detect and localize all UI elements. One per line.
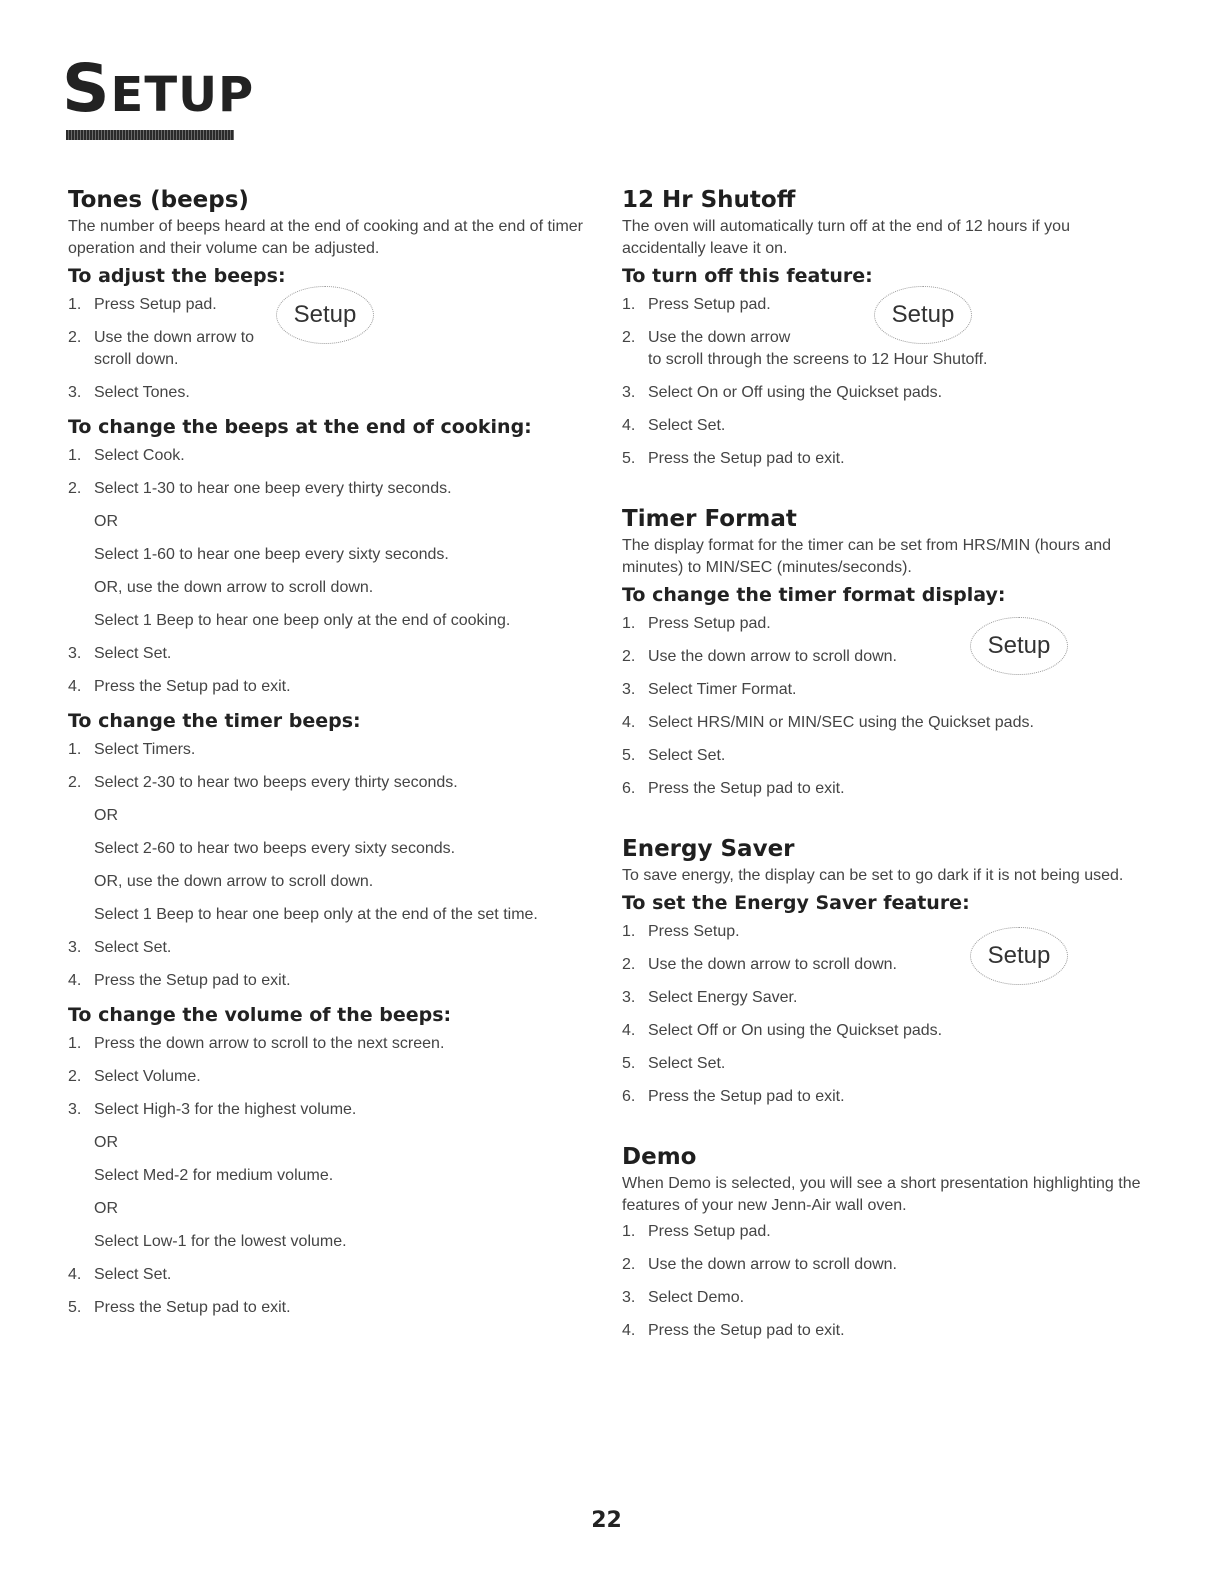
step-text: Select High-3 for the highest volume. [94, 1101, 357, 1118]
step-number: 3. [68, 645, 82, 662]
end-cooking-heading: To change the beeps at the end of cooking: [68, 416, 532, 438]
step-text: Select Cook. [94, 447, 185, 464]
or-note: OR [94, 807, 118, 824]
tones-title: Tones (beeps) [68, 187, 249, 213]
alt-note: Select 1 Beep to hear one beep only at the end of cooking. [94, 612, 511, 629]
step-text: Press the Setup pad to exit. [648, 780, 845, 797]
step [622, 745, 1142, 767]
step [622, 921, 1142, 943]
shutoff-steps [622, 294, 1142, 470]
step [622, 778, 1142, 800]
step-number: 2. [68, 1068, 82, 1085]
step [622, 448, 1142, 470]
step-number: 6. [622, 1088, 636, 1105]
adjust-beeps-steps [68, 294, 588, 404]
step-text: Select Set. [648, 747, 726, 764]
page-number: 22 [591, 1508, 622, 1533]
step-text: Select Volume. [94, 1068, 201, 1085]
setup-pad-icon: Setup [970, 927, 1068, 985]
step-text: Use the down arrow to scroll down. [94, 329, 255, 368]
timer-format-intro: The display format for the timer can be set from HRS/MIN (hours and minutes) to MIN/SEC (minutes/seconds). [622, 537, 1112, 576]
step-text: Use the down arrow to scroll down. [648, 956, 897, 973]
step-text: Press the Setup pad to exit. [94, 678, 291, 695]
step-number: 2. [622, 956, 636, 973]
step-number: 3. [68, 384, 82, 401]
timer-format-section [622, 505, 1142, 800]
alt-note: Select 1-60 to hear one beep every sixty seconds. [94, 546, 449, 563]
step-text: Select Set. [94, 939, 172, 956]
step [68, 643, 588, 665]
shutoff-title: 12 Hr Shutoff [622, 187, 796, 213]
step-text: Press Setup pad. [648, 615, 771, 632]
step-number: 3. [622, 681, 636, 698]
tones-intro: The number of beeps heard at the end of cooking and at the end of timer operation and their volume can be adjusted. [68, 218, 584, 257]
step [622, 415, 1142, 437]
step-text: Use the down arrow [648, 329, 791, 346]
volume-heading: To change the volume of the beeps: [68, 1004, 452, 1026]
step [622, 1254, 1142, 1276]
section-gap [622, 811, 1142, 835]
step-number: 2. [68, 774, 82, 791]
demo-intro: When Demo is selected, you will see a short presentation highlighting the features of your new Jenn-Air wall oven. [622, 1175, 1141, 1214]
step [68, 1099, 588, 1121]
step-number: 5. [622, 747, 636, 764]
alt-note: OR, use the down arrow to scroll down. [94, 873, 374, 890]
step-text: Select Timers. [94, 741, 196, 758]
step-number: 1. [68, 741, 82, 758]
step-number: 2. [622, 1256, 636, 1273]
or-note: OR [94, 513, 118, 530]
step [68, 1264, 588, 1286]
timer-format-heading: To change the timer format display: [622, 584, 1006, 606]
step [68, 478, 588, 500]
step-number: 4. [68, 972, 82, 989]
step-number: 1. [622, 1223, 636, 1240]
step-text: Press Setup pad. [648, 1223, 771, 1240]
step-number: 1. [622, 296, 636, 313]
step-text: Select 2-30 to hear two beeps every thirty seconds. [94, 774, 458, 791]
step-number: 4. [622, 714, 636, 731]
step [622, 613, 1142, 635]
step-text: Press the Setup pad to exit. [648, 1088, 845, 1105]
step-text: Press Setup pad. [648, 296, 771, 313]
shutoff-heading: To turn off this feature: [622, 265, 873, 287]
step-number: 5. [68, 1299, 82, 1316]
demo-section [622, 1143, 1142, 1342]
step-text: Press the down arrow to scroll to the next screen. [94, 1035, 445, 1052]
step-text: Select Set. [648, 417, 726, 434]
or-note: OR [94, 1134, 118, 1151]
step [622, 1221, 1142, 1243]
step-text: Press the Setup pad to exit. [94, 972, 291, 989]
step-text: Press the Setup pad to exit. [648, 1322, 845, 1339]
page-title-rest: ETUP [110, 67, 255, 123]
alt-note: Select Low-1 for the lowest volume. [94, 1233, 347, 1250]
alt-note: OR, use the down arrow to scroll down. [94, 579, 374, 596]
step [622, 1020, 1142, 1042]
step-number: 2. [622, 648, 636, 665]
step [622, 987, 1142, 1009]
step-text: Press Setup pad. [94, 296, 217, 313]
step [622, 712, 1142, 734]
step-text: Select 1-30 to hear one beep every thirty seconds. [94, 480, 452, 497]
step-text: Select Tones. [94, 384, 190, 401]
step-text: Select Set. [648, 1055, 726, 1072]
step [68, 937, 588, 959]
right-column [622, 186, 1142, 1353]
energy-saver-intro: To save energy, the display can be set to go dark if it is not being used. [622, 867, 1124, 884]
step-number: 3. [622, 989, 636, 1006]
step-number: 4. [622, 417, 636, 434]
step [622, 679, 1142, 701]
page-title-initial: S [62, 50, 111, 127]
step-number: 3. [622, 1289, 636, 1306]
step-text: Press Setup. [648, 923, 740, 940]
energy-saver-section [622, 835, 1142, 1108]
energy-saver-steps [622, 921, 1142, 1108]
step [68, 1066, 588, 1088]
step-number: 1. [622, 923, 636, 940]
step-number: 1. [68, 296, 82, 313]
step-number: 3. [68, 1101, 82, 1118]
shutoff-section [622, 186, 1142, 470]
title-underline-bar [66, 130, 234, 140]
step [68, 445, 588, 467]
alt-note: Select 2-60 to hear two beeps every sixty seconds. [94, 840, 456, 857]
step [622, 1287, 1142, 1309]
step-number: 1. [68, 1035, 82, 1052]
section-gap [622, 1119, 1142, 1143]
timer-format-steps [622, 613, 1142, 800]
energy-saver-title: Energy Saver [622, 836, 795, 862]
section-gap [622, 481, 1142, 505]
step-text: Press the Setup pad to exit. [94, 1299, 291, 1316]
energy-saver-heading: To set the Energy Saver feature: [622, 892, 970, 914]
step [68, 382, 588, 404]
step-text: Select On or Off using the Quickset pads. [648, 384, 943, 401]
step-number: 5. [622, 450, 636, 467]
step-number: 4. [622, 1322, 636, 1339]
step-text: Use the down arrow to scroll down. [648, 648, 897, 665]
alt-note: Select Med-2 for medium volume. [94, 1167, 334, 1184]
step-text: Select HRS/MIN or MIN/SEC using the Quickset pads. [648, 714, 1034, 731]
step [622, 1086, 1142, 1108]
page-title [62, 50, 255, 127]
step [68, 1297, 588, 1319]
step-number: 2. [68, 480, 82, 497]
step [622, 1053, 1142, 1075]
step-number: 1. [68, 447, 82, 464]
step-number: 5. [622, 1055, 636, 1072]
alt-note: Select 1 Beep to hear one beep only at the end of the set time. [94, 906, 538, 923]
demo-title: Demo [622, 1144, 697, 1170]
timer-beeps-heading: To change the timer beeps: [68, 710, 361, 732]
setup-pad-icon: Setup [874, 286, 972, 344]
setup-pad-icon: Setup [276, 286, 374, 344]
adjust-beeps-heading: To adjust the beeps: [68, 265, 286, 287]
step-text: Select Set. [94, 645, 172, 662]
timer-format-title: Timer Format [622, 506, 797, 532]
step [68, 1033, 588, 1055]
step-number: 3. [68, 939, 82, 956]
step-number: 4. [622, 1022, 636, 1039]
step-text: Select Energy Saver. [648, 989, 798, 1006]
step [622, 382, 1142, 404]
step-text: Press the Setup pad to exit. [648, 450, 845, 467]
shutoff-intro: The oven will automatically turn off at the end of 12 hours if you accidentally leave it on. [622, 218, 1070, 257]
step-text: Select Off or On using the Quickset pads. [648, 1022, 943, 1039]
left-column [68, 186, 588, 1330]
step [622, 1320, 1142, 1342]
step-number: 2. [68, 329, 82, 346]
step-text: Select Set. [94, 1266, 172, 1283]
step-continuation: to scroll through the screens to 12 Hour Shutoff. [648, 351, 988, 368]
step-number: 3. [622, 384, 636, 401]
step-number: 6. [622, 780, 636, 797]
tones-section [68, 186, 588, 1319]
setup-pad-icon: Setup [970, 617, 1068, 675]
step-text: Select Timer Format. [648, 681, 797, 698]
step-text: Use the down arrow to scroll down. [648, 1256, 897, 1273]
step-number: 1. [622, 615, 636, 632]
step [68, 739, 588, 761]
step [68, 772, 588, 794]
step [68, 676, 588, 698]
step-number: 4. [68, 1266, 82, 1283]
step-number: 4. [68, 678, 82, 695]
step-text: Select Demo. [648, 1289, 745, 1306]
or-note: OR [94, 1200, 118, 1217]
step-number: 2. [622, 329, 636, 346]
step [68, 970, 588, 992]
